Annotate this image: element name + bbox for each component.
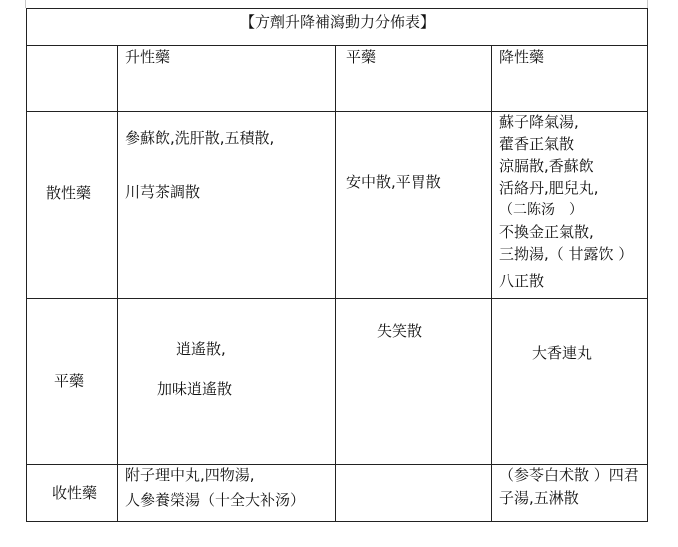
cell-r2c2: 失笑散 xyxy=(377,322,423,340)
column-header-ascending: 升性藥 xyxy=(125,48,171,66)
cell-r1c3-line: 涼膈散,香蘇飲 xyxy=(499,157,594,175)
cell-r3c1-line2: 人參養榮湯（十全大补汤） xyxy=(125,491,306,509)
row-label-astringent: 收性藥 xyxy=(52,484,98,502)
cell-r1c3-line: 蘇子降氣湯, xyxy=(499,113,579,131)
distribution-table xyxy=(26,8,648,522)
cell-r3c3-line2: 子湯,五淋散 xyxy=(499,489,579,507)
cell-r1c2: 安中散,平胃散 xyxy=(346,173,441,191)
cell-r1c1-line2: 川芎茶調散 xyxy=(125,183,201,201)
cell-r1c3-line: （二陈汤 ） xyxy=(499,202,583,218)
column-divider-3 xyxy=(491,45,492,522)
cell-r1c1-line1: 參蘇飲,洗肝散,五積散, xyxy=(125,129,275,147)
column-header-neutral: 平藥 xyxy=(346,48,377,66)
table-border-left xyxy=(26,8,27,522)
column-header-descending: 降性藥 xyxy=(499,48,545,66)
cell-r1c3-line: 藿香正氣散 xyxy=(499,135,575,153)
cell-r1c3-line: 不換金正氣散, xyxy=(499,223,594,241)
cell-r1c3-line: 活絡丹,肥兒丸, xyxy=(499,179,599,197)
table-border-top xyxy=(26,8,648,9)
column-divider-1 xyxy=(117,45,118,522)
column-divider-2 xyxy=(335,45,336,522)
cell-r1c3-line: 三拗湯,（ 甘露饮 ） xyxy=(499,245,634,263)
cell-r2c3: 大香連丸 xyxy=(532,344,593,362)
row-label-dispersing: 散性藥 xyxy=(46,184,92,202)
table-border-right xyxy=(647,8,648,522)
table-title: 【方劑升降補瀉動力分佈表】 xyxy=(240,13,436,31)
cell-r1c3-line: 八正散 xyxy=(499,272,545,290)
cell-r3c3-line1: （参苓白术散 ）四君 xyxy=(499,466,639,484)
row-label-neutral: 平藥 xyxy=(54,372,85,390)
title-row-divider xyxy=(26,45,648,46)
table-border-bottom xyxy=(26,521,648,522)
page-edge-right xyxy=(647,0,648,8)
row1-divider xyxy=(26,298,648,299)
cell-r3c1-line1: 附子理中丸,四物湯, xyxy=(125,466,255,484)
page-edge-left xyxy=(25,0,26,8)
cell-r1c3 xyxy=(499,111,633,292)
cell-r2c1-line2: 加味逍遙散 xyxy=(157,380,233,398)
cell-r2c1-line1: 逍遙散, xyxy=(176,340,226,358)
